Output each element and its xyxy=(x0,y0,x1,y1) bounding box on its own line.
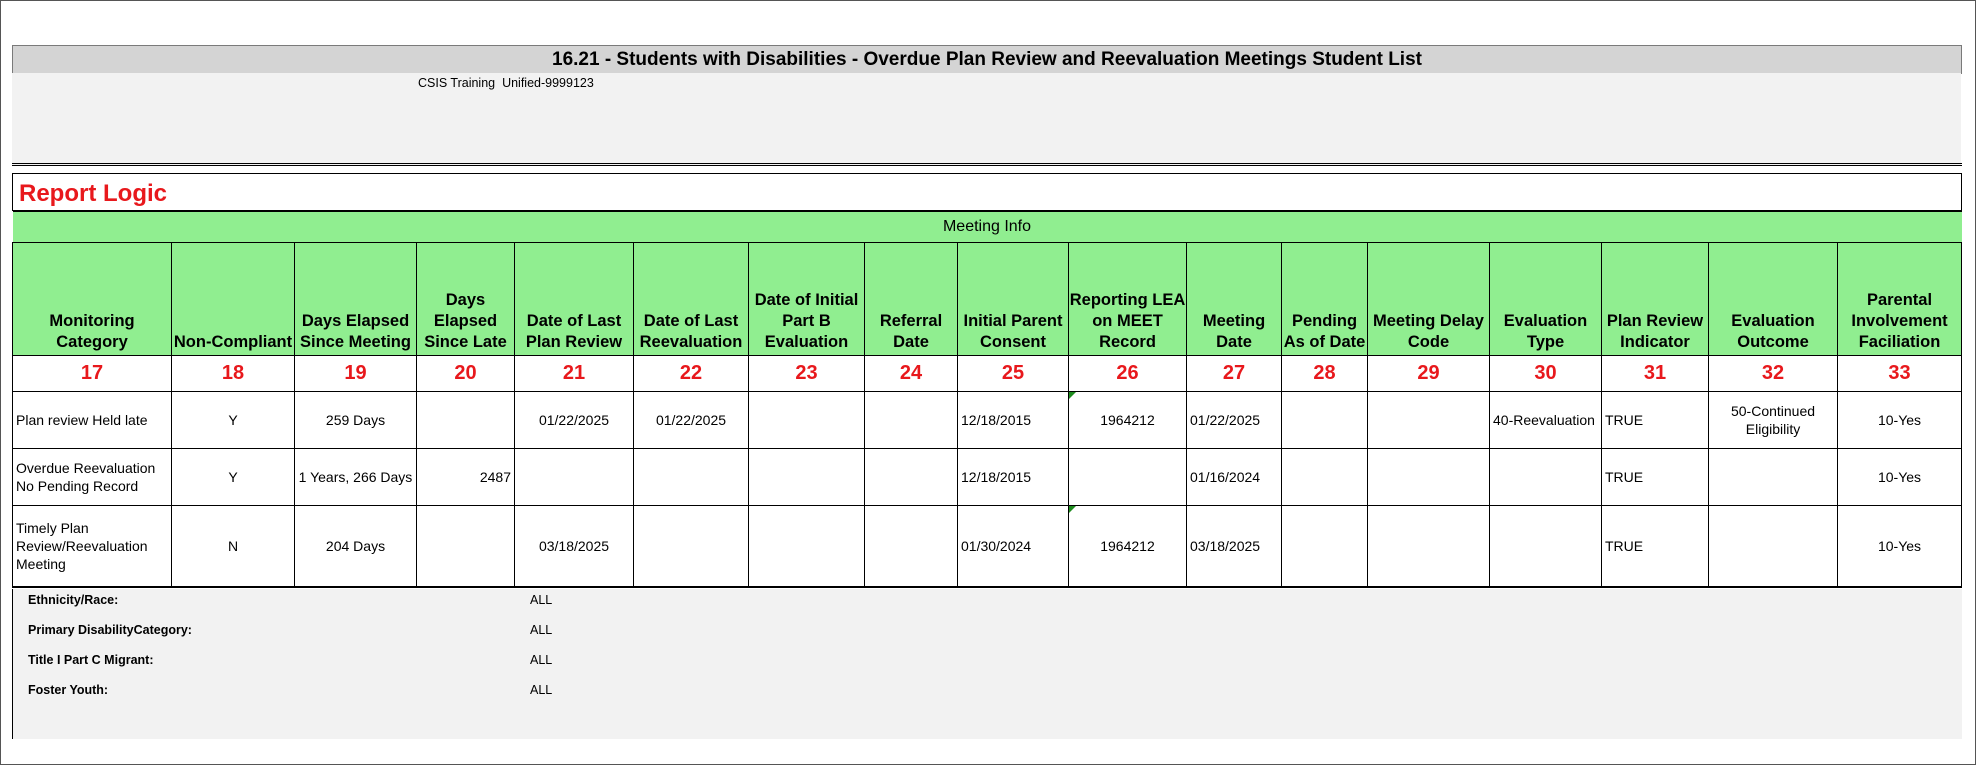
table-cell: 01/22/2025 xyxy=(1187,392,1282,449)
district-line: CSIS Training Unified-9999123 xyxy=(418,76,594,90)
filter-value: ALL xyxy=(530,593,553,607)
table-cell: Overdue Reevaluation No Pending Record xyxy=(13,449,172,506)
column-number: 31 xyxy=(1602,356,1709,392)
table-cell: 1964212 xyxy=(1069,506,1187,587)
table-cell: 10-Yes xyxy=(1838,449,1962,506)
table-cell: N xyxy=(172,506,295,587)
column-number: 22 xyxy=(634,356,749,392)
table-cell: 01/16/2024 xyxy=(1187,449,1282,506)
filter-value: ALL xyxy=(530,623,553,637)
table-cell: 01/22/2025 xyxy=(515,392,634,449)
column-number: 24 xyxy=(865,356,958,392)
column-header: Meeting Date xyxy=(1187,243,1282,356)
table-cell xyxy=(1282,449,1368,506)
table-cell xyxy=(1709,449,1838,506)
column-header: Days Elapsed Since Late xyxy=(417,243,515,356)
filter-value: ALL xyxy=(530,653,553,667)
table-cell: 10-Yes xyxy=(1838,392,1962,449)
table-cell xyxy=(1368,449,1490,506)
column-number: 19 xyxy=(295,356,417,392)
filter-label: Foster Youth: xyxy=(28,683,109,697)
filter-label: Ethnicity/Race: xyxy=(28,593,119,607)
filter-label: Primary DisabilityCategory: xyxy=(28,623,192,637)
column-number: 30 xyxy=(1490,356,1602,392)
column-number: 21 xyxy=(515,356,634,392)
column-header: Date of Initial Part B Evaluation xyxy=(749,243,865,356)
column-header: Days Elapsed Since Meeting xyxy=(295,243,417,356)
column-number: 32 xyxy=(1709,356,1838,392)
report-logic-section xyxy=(12,173,1962,211)
filter-label: Title I Part C Migrant: xyxy=(28,653,154,667)
table-cell xyxy=(749,506,865,587)
report-logic-title: Report Logic xyxy=(19,180,167,207)
table-cell xyxy=(1490,449,1602,506)
column-header: Referral Date xyxy=(865,243,958,356)
table-cell: 03/18/2025 xyxy=(515,506,634,587)
column-header: Reporting LEA on MEET Record xyxy=(1069,243,1187,356)
column-number: 25 xyxy=(958,356,1069,392)
column-number: 17 xyxy=(13,356,172,392)
column-number: 27 xyxy=(1187,356,1282,392)
column-number: 20 xyxy=(417,356,515,392)
table-cell: Plan review Held late xyxy=(13,392,172,449)
table-cell xyxy=(515,449,634,506)
column-number: 26 xyxy=(1069,356,1187,392)
table-row xyxy=(13,392,1962,449)
table-cell: TRUE xyxy=(1602,506,1709,587)
table-cell: 204 Days xyxy=(295,506,417,587)
table-cell: 50-Continued Eligibility xyxy=(1709,392,1838,449)
table-cell: 40-Reevaluation xyxy=(1490,392,1602,449)
data-table-wrap xyxy=(12,211,1962,587)
report-header-area xyxy=(12,73,1961,165)
table-cell xyxy=(417,392,515,449)
table-cell: TRUE xyxy=(1602,392,1709,449)
column-header: Evaluation Outcome xyxy=(1709,243,1838,356)
table-cell: 1964212 xyxy=(1069,392,1187,449)
table-cell: Y xyxy=(172,449,295,506)
column-header: Pending As of Date xyxy=(1282,243,1368,356)
table-cell xyxy=(634,449,749,506)
table-cell xyxy=(1709,506,1838,587)
column-header: Evaluation Type xyxy=(1490,243,1602,356)
table-cell: 01/30/2024 xyxy=(958,506,1069,587)
table-cell: 10-Yes xyxy=(1838,506,1962,587)
column-header: Plan Review Indicator xyxy=(1602,243,1709,356)
divider xyxy=(12,587,1962,588)
column-number: 18 xyxy=(172,356,295,392)
filter-value: ALL xyxy=(530,683,553,697)
column-header: Date of Last Plan Review xyxy=(515,243,634,356)
table-cell: Timely Plan Review/Reevaluation Meeting xyxy=(13,506,172,587)
table-cell xyxy=(749,449,865,506)
table-cell: 01/22/2025 xyxy=(634,392,749,449)
table-cell xyxy=(865,449,958,506)
table-cell: 12/18/2015 xyxy=(958,392,1069,449)
table-cell: 259 Days xyxy=(295,392,417,449)
table-cell xyxy=(865,392,958,449)
table-cell xyxy=(1368,506,1490,587)
column-header: Meeting Delay Code xyxy=(1368,243,1490,356)
divider xyxy=(12,163,1962,164)
column-header: Parental Involvement Faciliation xyxy=(1838,243,1962,356)
filters-section xyxy=(12,589,1962,739)
table-cell: 03/18/2025 xyxy=(1187,506,1282,587)
column-number: 28 xyxy=(1282,356,1368,392)
column-header: Initial Parent Consent xyxy=(958,243,1069,356)
table-cell xyxy=(417,506,515,587)
table-cell: TRUE xyxy=(1602,449,1709,506)
table-cell xyxy=(749,392,865,449)
data-table xyxy=(12,211,1962,587)
column-number-row xyxy=(13,356,1962,392)
column-header-row xyxy=(13,243,1962,356)
table-row xyxy=(13,506,1962,587)
table-row xyxy=(13,449,1962,506)
table-cell xyxy=(1368,392,1490,449)
report-title: 16.21 - Students with Disabilities - Overdue Plan Review and Reevaluation Meetings Student List xyxy=(12,45,1962,74)
table-cell: 1 Years, 266 Days xyxy=(295,449,417,506)
table-cell: Y xyxy=(172,392,295,449)
table-cell xyxy=(1282,392,1368,449)
column-number: 29 xyxy=(1368,356,1490,392)
meeting-info-group-header: Meeting Info xyxy=(13,212,1962,243)
table-cell: 12/18/2015 xyxy=(958,449,1069,506)
column-header: Non-Compliant xyxy=(172,243,295,356)
table-cell xyxy=(1282,506,1368,587)
table-cell: 2487 xyxy=(417,449,515,506)
column-number: 23 xyxy=(749,356,865,392)
column-header: Monitoring Category xyxy=(13,243,172,356)
divider xyxy=(12,165,1962,166)
table-cell xyxy=(1490,506,1602,587)
table-cell xyxy=(1069,449,1187,506)
table-cell xyxy=(634,506,749,587)
column-number: 33 xyxy=(1838,356,1962,392)
column-header: Date of Last Reevaluation xyxy=(634,243,749,356)
table-cell xyxy=(865,506,958,587)
